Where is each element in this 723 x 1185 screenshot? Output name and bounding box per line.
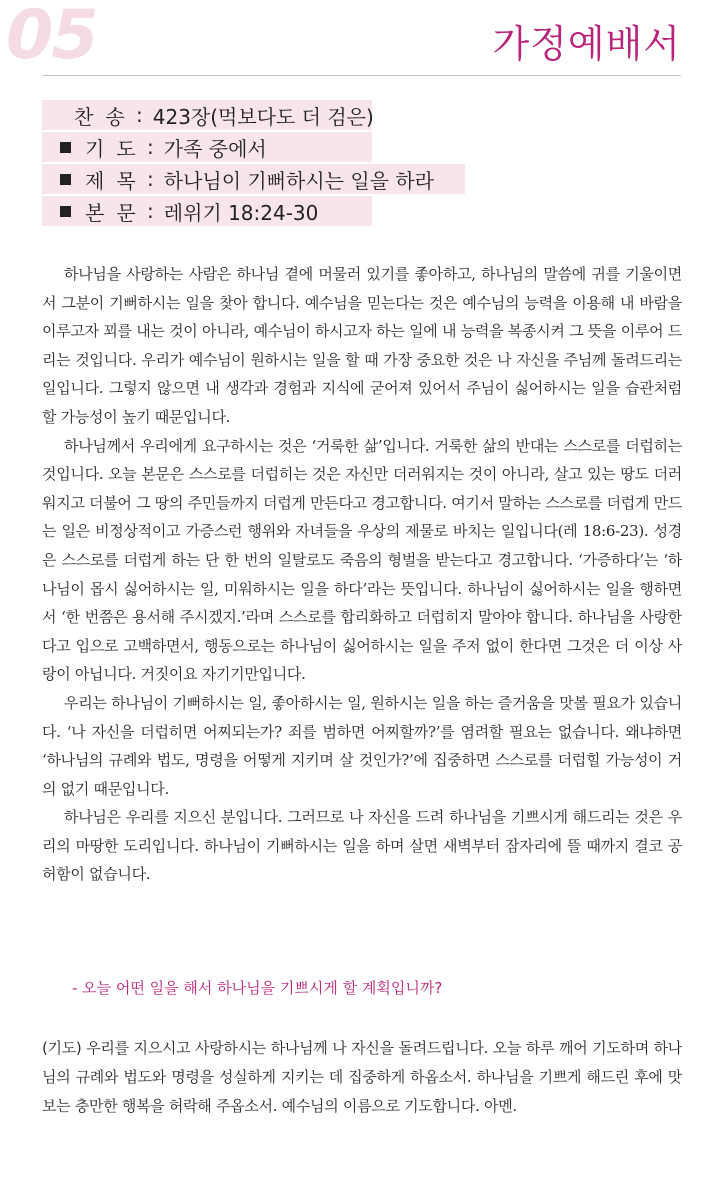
info-row-prayer <box>42 132 372 162</box>
info-value: 가족 중에서 <box>163 136 267 161</box>
body-paragraph: 하나님은 우리를 지으신 분입니다. 그러므로 나 자신을 드려 하나님을 기쁘시게 해드리는 것은 우리의 마땅한 도리입니다. 하나님이 기뻐하시는 일을 하며 살면 새벽부터 잠자리에 뜰 때까지 결코 공허함이 없습니다. <box>42 808 682 884</box>
page-title: 가정예배서 <box>492 22 681 66</box>
prayer-text: 우리를 지으시고 사랑하시는 하나님께 나 자신을 돌려드립니다. 오늘 하루 깨어 기도하며 하나님의 규례와 법도와 명령을 성실하게 지키는 데 집중하게 하옵소서. 하나님을 기쁘게 해드린 후에 맛보는 충만한 행복을 허락해 주옵소서. 예수님의 이름으로 기도합니다. 아멘. <box>42 1039 682 1115</box>
reflection-question: - 오늘 어떤 일을 해서 하나님을 기쁘시게 할 계획입니까? <box>72 979 443 997</box>
info-colon: : <box>147 135 154 159</box>
info-label: 본문 <box>85 200 148 225</box>
square-bullet-icon <box>60 142 71 153</box>
worship-info-box <box>42 100 434 228</box>
info-value: 하나님이 기뻐하시는 일을 하라 <box>163 168 434 193</box>
square-bullet-icon <box>60 174 71 185</box>
info-label: 찬송 <box>74 104 137 129</box>
info-label: 기도 <box>85 136 148 161</box>
info-label: 제목 <box>85 168 148 193</box>
body-paragraph: 우리는 하나님이 기뻐하시는 일, 좋아하시는 일, 원하시는 일을 하는 즐거움을 맛볼 필요가 있습니다. ‘나 자신을 더럽히면 어찌되는가? 죄를 범하면 어찌할까?’를 염려할 필요는 없습니다. 왜냐하면 ‘하나님의 규례와 법도, 명령을 어떻게 지키며 살 것인가?’에 집중하면 스스로를 더럽힐 가능성이 거의 없기 때문입니다. <box>42 693 682 798</box>
info-colon: : <box>147 167 154 191</box>
info-row-hymn <box>42 100 372 130</box>
sermon-body <box>42 260 682 889</box>
square-bullet-icon <box>60 206 71 217</box>
body-paragraph: 하나님을 사랑하는 사람은 하나님 곁에 머물러 있기를 좋아하고, 하나님의 말씀에 귀를 기울이면서 그분이 기뻐하시는 일을 찾아 합니다. 예수님을 믿는다는 것은 예수님의 능력을 이용해 내 바람을 이루고자 꾀를 내는 것이 아니라, 예수님이 하시고자 하는 일에 내 능력을 복종시켜 그 뜻을 이루어 드리는 것입니다. 우리가 예수님이 원하시는 일을 할 때 가장 중요한 것은 나 자신을 주님께 돌려드리는 일입니다. 그렇지 않으면 내 생각과 경험과 지식에 굳어져 있어서 주님이 싫어하시는 일을 습관처럼 할 가능성이 높기 때문입니다. <box>42 265 682 426</box>
closing-prayer <box>42 1034 682 1121</box>
info-colon: : <box>136 103 143 127</box>
info-row-scripture <box>42 196 372 226</box>
info-value: 레위기 18:24-30 <box>163 200 319 225</box>
info-colon: : <box>147 199 154 223</box>
page-number: 05 <box>6 0 97 75</box>
body-paragraph: 하나님께서 우리에게 요구하시는 것은 ‘거룩한 삶’입니다. 거룩한 삶의 반대는 스스로를 더럽히는 것입니다. 오늘 본문은 스스로를 더럽히는 것은 자신만 더러워지는 것이 아니라, 살고 있는 땅도 더러워지고 더불어 그 땅의 주민들까지 더럽게 만든다고 경고합니다. 여기서 말하는 스스로를 더럽게 만드는 일은 비정상적이고 가증스런 행위와 자녀들을 우상의 제물로 바치는 일입니다(레 18:6-23). 성경은 스스로를 더럽게 하는 단 한 번의 일탈로도 죽음의 형벌을 받는다고 경고합니다. ‘가증하다’는 ‘하나님이 몹시 싫어하시는 일, 미워하시는 일을 하다’라는 뜻입니다. 하나님이 싫어하시는 일을 행하면서 ‘한 번쯤은 용서해 주시겠지.’라며 스스로를 합리화하고 더럽히지 말아야 합니다. 하나님을 사랑한다고 입으로 고백하면서, 행동으로는 하나님이 싫어하시는 일을 주저 없이 한다면 그것은 더 이상 사랑이 아닙니다. 거짓이요 자기기만입니다. <box>42 436 682 684</box>
header-divider <box>42 75 681 76</box>
info-row-title <box>42 164 465 194</box>
info-value: 423장(먹보다도 더 검은) <box>152 104 374 129</box>
prayer-label: (기도) <box>42 1039 82 1057</box>
